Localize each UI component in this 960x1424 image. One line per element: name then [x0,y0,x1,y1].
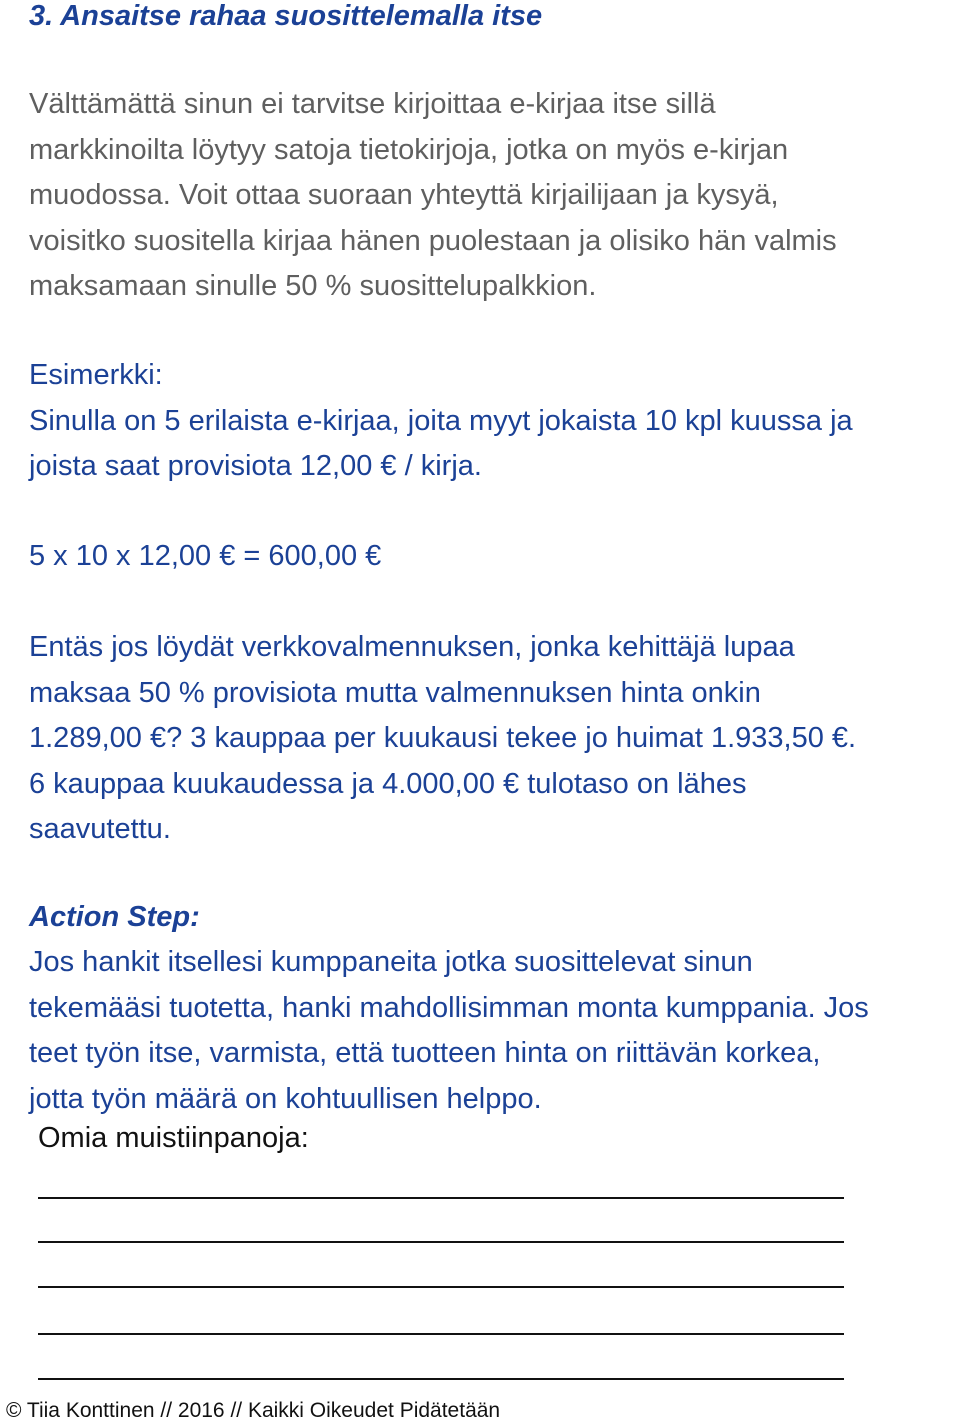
example-line: joista saat provisiota 12,00 € / kirja. [29,450,482,482]
coaching-line: Entäs jos löydät verkkovalmennuksen, jonka kehittäjä lupaa [29,631,795,663]
note-line[interactable] [38,1197,844,1199]
example-paragraph [29,353,853,490]
calculation-line: 5 x 10 x 12,00 € = 600,00 € [29,540,382,572]
action-step-line: tekemääsi tuotetta, hanki mahdollisimman monta kumppania. Jos [29,991,869,1024]
coaching-line: 6 kauppaa kuukaudessa ja 4.000,00 € tulotaso on lähes [29,767,747,800]
calculation-paragraph [29,534,381,580]
note-line[interactable] [38,1378,844,1380]
example-line: Sinulla on 5 erilaista e-kirjaa, joita myyt jokaista 10 kpl kuussa ja [29,404,853,437]
section-heading: 3. Ansaitse rahaa suosittelemalla itse [29,0,543,32]
action-step-line: teet työn itse, varmista, että tuotteen hinta on riittävän korkea, [29,1037,821,1069]
intro-line: Välttämättä sinun ei tarvitse kirjoittaa e-kirjaa itse sillä [29,88,716,120]
copyright-footer: © Tiia Konttinen // 2016 // Kaikki Oikeudet Pidätetään [6,1399,501,1422]
intro-line: maksamaan sinulle 50 % suosittelupalkkion. [29,270,597,302]
note-line[interactable] [38,1286,844,1288]
note-line[interactable] [38,1333,844,1335]
intro-line: muodossa. Voit ottaa suoraan yhteyttä kirjailijaan ja kysyä, [29,179,779,211]
action-step-title: Action Step: [29,901,200,933]
intro-line: markkinoilta löytyy satoja tietokirjoja, jotka on myös e-kirjan [29,133,789,166]
intro-line: voisitko suositella kirjaa hänen puolestaan ja olisiko hän valmis [29,224,837,257]
note-line[interactable] [38,1241,844,1243]
example-label: Esimerkki: [29,359,163,391]
coaching-line: 1.289,00 €? 3 kauppaa per kuukausi tekee jo huimat 1.933,50 €. [29,722,857,754]
intro-paragraph [29,82,837,310]
action-step-line: jotta työn määrä on kohtuullisen helppo. [29,1082,542,1115]
coaching-line: saavutettu. [29,813,171,845]
action-step-paragraph [29,940,869,1122]
action-step-line: Jos hankit itsellesi kumppaneita jotka suosittelevat sinun [29,946,753,978]
coaching-paragraph [29,625,856,853]
coaching-line: maksaa 50 % provisiota mutta valmennuksen hinta onkin [29,676,761,709]
notes-label: Omia muistiinpanoja: [38,1122,309,1154]
